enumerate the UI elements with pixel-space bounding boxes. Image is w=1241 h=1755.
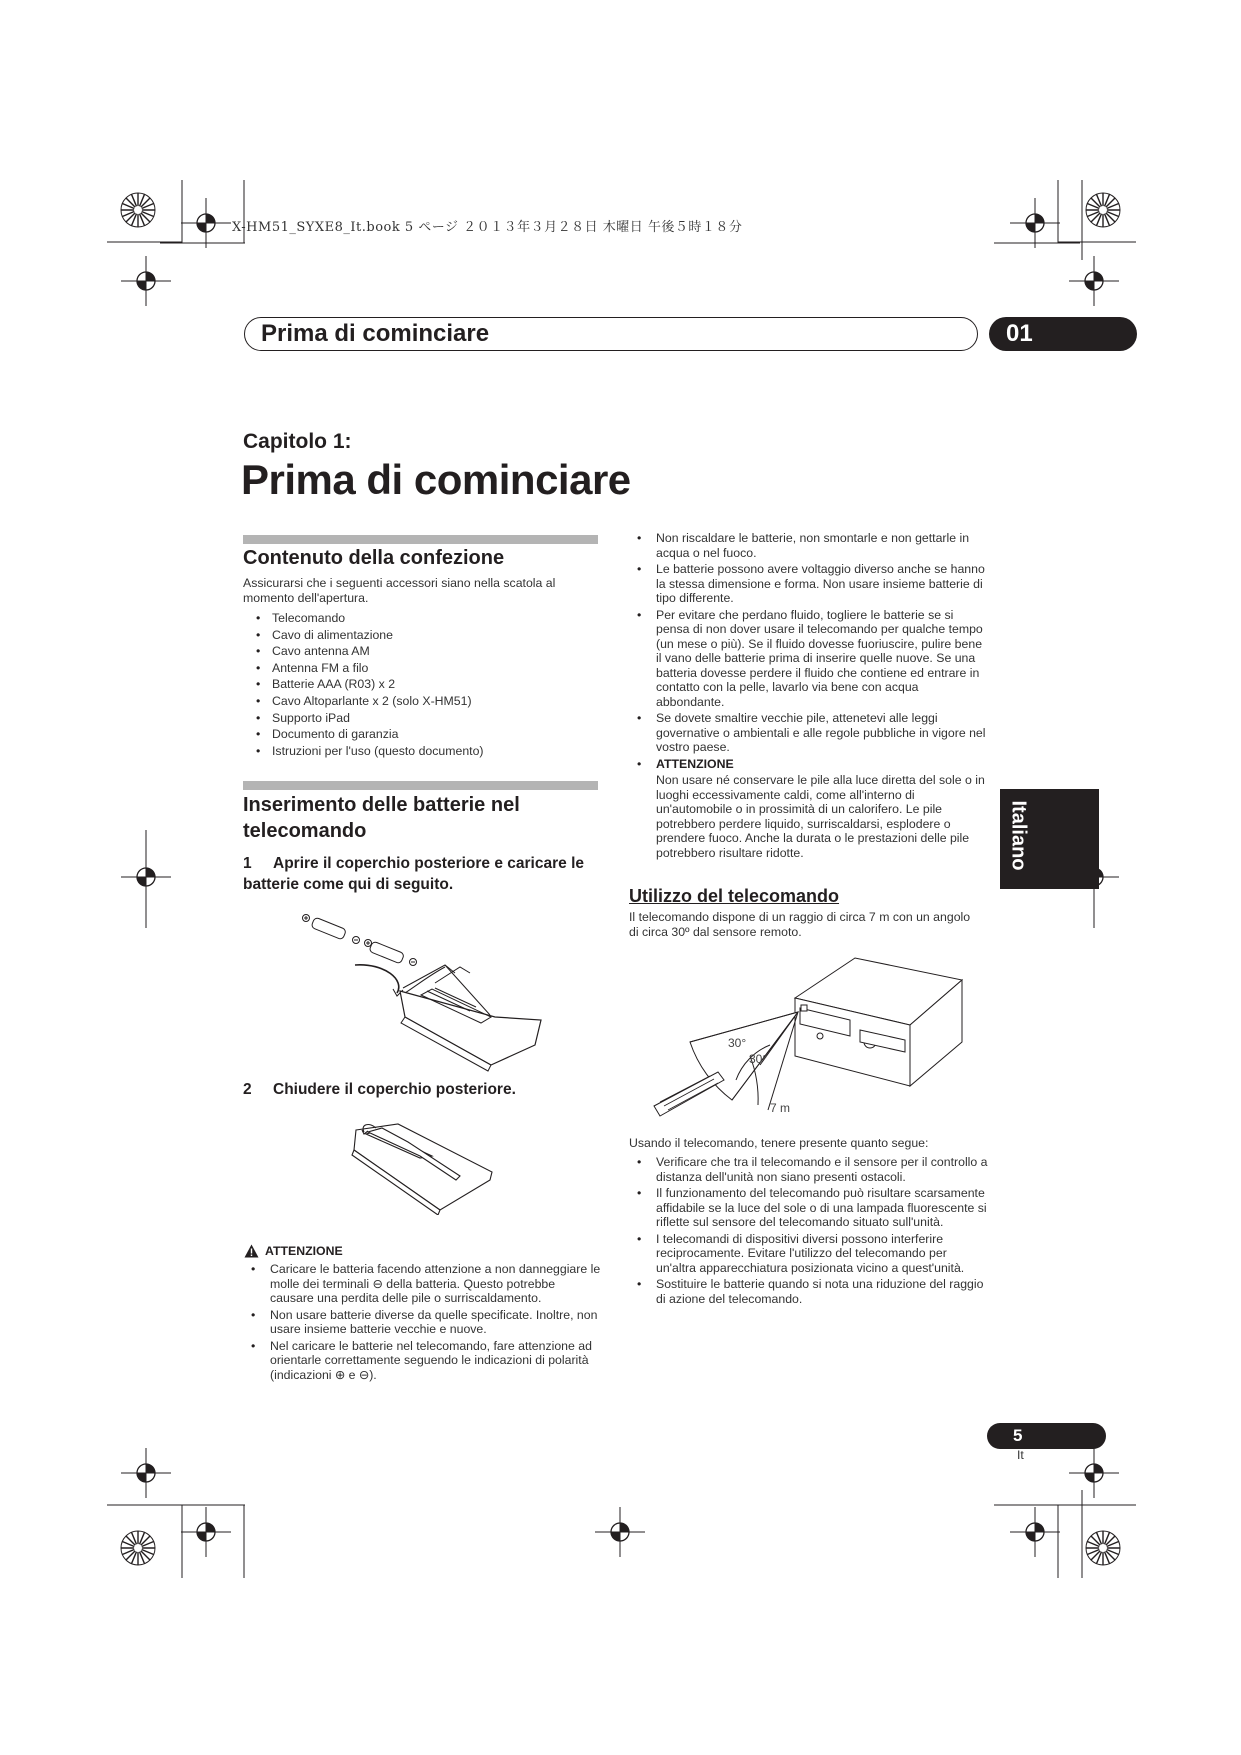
language-label: Italiano	[1007, 799, 1030, 871]
page-language: It	[1017, 1448, 1024, 1462]
crosshair-top-left	[181, 198, 231, 248]
file-info-line: X-HM51_SYXE8_It.book 5 ページ ２０１３年３月２８日 木曜日 午後５時１８分	[232, 220, 743, 235]
section-rule	[243, 781, 598, 790]
remote-heading: Utilizzo del telecomando	[629, 886, 840, 906]
warning-heading	[244, 1243, 343, 1259]
chapter-number: 01	[1006, 320, 1033, 347]
remote-range-illustration	[650, 950, 970, 1120]
chapter-label: Capitolo 1:	[243, 430, 352, 453]
step-text: Aprire il coperchio posteriore e caricare le batterie come qui di seguito.	[243, 855, 584, 893]
registration-star-top-right	[1086, 193, 1120, 227]
contents-list	[243, 610, 598, 759]
list-item: • Non riscaldare le batterie, non smontarle e non gettarle in acqua o nel fuoco.	[629, 531, 989, 560]
list-item: • Le batterie possono avere voltaggio diverso anche se hanno la stessa dimensione e forma. Non usare insieme batterie di tipo differente.	[629, 562, 989, 606]
list-item: • Batterie AAA (R03) x 2	[243, 676, 598, 693]
list-item: • Il funzionamento del telecomando può risultare scarsamente affidabile se la luce del sole o di una lampada fluorescente si riflette sul sensore del telecomando situato sull'unità.	[629, 1186, 989, 1230]
crosshair-top-left-lower	[121, 256, 171, 306]
list-item: • Verificare che tra il telecomando e il sensore per il controllo a distanza dell'unità non siano presenti ostacoli.	[629, 1155, 989, 1184]
crosshair-bottom-right-upper	[1069, 1448, 1119, 1498]
step-number: 2	[243, 1081, 252, 1098]
step-text: Chiudere il coperchio posteriore.	[273, 1081, 516, 1098]
list-item: • Per evitare che perdano fluido, togliere le batterie se si pensa di non dover usare il telecomando per qualche tempo (un mese o più). Se il fluido dovesse fuoriuscire, pulire bene il vano delle batterie prima di inserire quelle nuove. Se una batteria dovesse perdere il fluido che contiene ed entrare in contatto con la pelle, lavarlo via bene con acqua abbondante.	[629, 608, 989, 710]
crosshair-bottom-right	[1010, 1507, 1060, 1557]
list-item	[629, 757, 989, 861]
registration-star-top-left	[121, 193, 155, 227]
list-item: • Caricare le batteria facendo attenzione a non danneggiare le molle dei terminali ⊖ della batteria. Questo potrebbe causare una perdita delle pile o surriscaldamento.	[243, 1262, 601, 1306]
warning-title: ATTENZIONE	[265, 1244, 343, 1258]
registration-star-bottom-left	[121, 1531, 155, 1565]
angle-label-bottom: 30°	[749, 1052, 768, 1066]
header-title: Prima di cominciare	[261, 320, 490, 347]
language-label-wrap	[1000, 790, 1036, 880]
batteries-heading: Inserimento delle batterie nel telecomando	[243, 794, 520, 842]
step-2	[243, 1079, 598, 1100]
battery-insertion-illustration	[295, 905, 545, 1075]
page-number-badge	[987, 1423, 1106, 1449]
section-rule	[243, 535, 598, 544]
distance-label: 7 m	[770, 1101, 791, 1115]
list-item: • Telecomando	[243, 610, 598, 627]
contents-heading: Contenuto della confezione	[243, 547, 505, 569]
list-item: • Nel caricare le batterie nel telecomando, fare attenzione ad orientarle correttamente seguendo le indicazioni di polarità (indicazioni ⊕ e ⊖).	[243, 1339, 601, 1383]
usage-list	[629, 1155, 989, 1306]
crosshair-bottom-left-upper	[121, 1448, 171, 1498]
step-1	[243, 853, 598, 895]
page-number: 5	[1013, 1426, 1023, 1445]
crosshair-bottom-center	[595, 1507, 645, 1557]
battery-precautions-list	[629, 531, 989, 860]
cover-closing-illustration	[350, 1120, 495, 1215]
chapter-title: Prima di cominciare	[241, 456, 631, 503]
crosshair-bottom-left	[181, 1507, 231, 1557]
chapter-badge	[989, 317, 1137, 351]
list-item: • Istruzioni per l'uso (questo documento)	[243, 743, 598, 760]
remote-intro: Il telecomando dispone di un raggio di circa 7 m con un angolo di circa 30º dal sensore remoto.	[629, 910, 971, 939]
list-item: • Se dovete smaltire vecchie pile, attenetevi alle leggi governative o ambientali e alle regole pubbliche in vigore nel vostro paese.	[629, 711, 989, 755]
step-number: 1	[243, 855, 252, 872]
list-item: • Antenna FM a filo	[243, 660, 598, 677]
list-item: • Supporto iPad	[243, 710, 598, 727]
angle-label-top: 30°	[728, 1036, 747, 1050]
crosshair-top-right-lower	[1069, 256, 1119, 306]
registration-star-bottom-right	[1086, 1531, 1120, 1565]
list-item: • Cavo Altoparlante x 2 (solo X-HM51)	[243, 693, 598, 710]
warning-icon	[244, 1244, 259, 1258]
usage-intro: Usando il telecomando, tenere presente quanto segue:	[629, 1136, 929, 1150]
list-item: • I telecomandi di dispositivi diversi possono interferire reciprocamente. Evitare l'utilizzo del telecomando per un'altra apparecchiatura posizionata vicino a quest'unità.	[629, 1232, 989, 1276]
list-item: • Cavo antenna AM	[243, 643, 598, 660]
crosshair-top-right	[1010, 198, 1060, 248]
caution-title: ATTENZIONE	[656, 756, 734, 771]
caution-text: Non usare né conservare le pile alla luce diretta del sole o in luoghi eccessivamente caldi, come all'interno di un'automobile o in prossimità di un calorifero. Le pile potrebbero perdere liquido, surriscaldarsi, esplodere o prendere fuoco. Anche la durata o le prestazioni delle pile potrebbero risultare ridotte.	[656, 773, 985, 860]
list-item: • Documento di garanzia	[243, 726, 598, 743]
list-item: • Non usare batterie diverse da quelle specificate. Inoltre, non usare insieme batterie vecchie e nuove.	[243, 1308, 601, 1337]
contents-intro: Assicurarsi che i seguenti accessori siano nella scatola al momento dell'apertura.	[243, 576, 556, 605]
warning-list	[243, 1262, 601, 1382]
list-item: • Sostituire le batterie quando si nota una riduzione del raggio di azione del telecomando.	[629, 1277, 989, 1306]
list-item: • Cavo di alimentazione	[243, 627, 598, 644]
